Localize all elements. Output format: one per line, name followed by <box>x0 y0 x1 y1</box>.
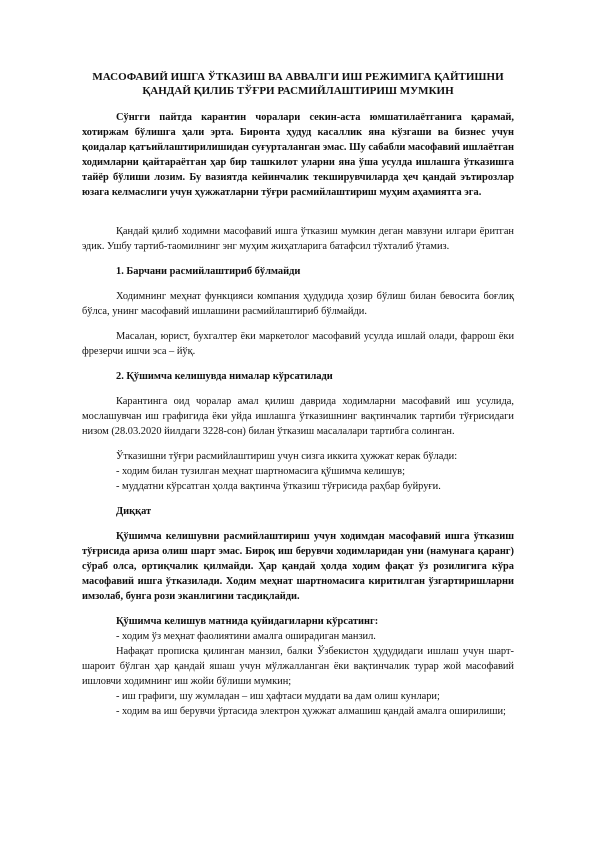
section-2-paragraph-2: Ўтказишни тўғри расмийлаштириш учун сизга иккита ҳужжат керак бўлади: <box>116 451 458 462</box>
document-title <box>82 70 514 98</box>
list-item-continuation: Нафақат прописка қилинган манзил, балки Ўзбекистон ҳудудидаги ишлаш учун шарт-шароит бўлган ҳар қандай яшаш учун мўлжалланган ёки вақтинчалик турар жой масофавий ишловчи ходимнинг иш жойи бўлиши мумкин; <box>82 646 514 687</box>
list-item: - муддатни кўрсатган ҳолда вақтинча ўтказиш тўғрисида раҳбар буйруғи. <box>116 481 441 492</box>
title-line-1: МАСОФАВИЙ ИШГА ЎТКАЗИШ ВА АВВАЛГИ ИШ РЕЖИМИГА ҚАЙТИШНИ <box>92 71 504 83</box>
intro-paragraph: Қандай қилиб ходимни масофавий ишга ўтказиш мумкин деган мавзуни илгари ёритган эдик. Ушбу тартиб-таомилнинг энг муҳим жиҳатларига батафсил тўхталиб ўтамиз. <box>82 226 514 252</box>
section-2-paragraph-1: Карантинга оид чоралар амал қилиш даврида ходимларни масофавий иш усулида, мослашувчан иш графигида ёки уйда ишлашга ўтказишнинг вақтинчалик тартиби тўғрисидаги низом (28.03.2020 йилдаги 3228-сон) билан ўтказиш масалалари тартибга солинган. <box>82 396 514 437</box>
attention-heading: Диққат <box>116 506 152 517</box>
lead-paragraph: Сўнгги пайтда карантин чоралари секин-аста юмшатилаётганига қарамай, хотиржам бўлишга ҳали эрта. Биронта ҳудуд касаллик яна кўзгаши ва бизнес учун қоидалар қатъийлаштирилишидан суғурталанган эмас. Шу сабабли масофавий ишлаётган ходимларни қайтараётган ҳар бир ташкилот уларни яна ўша усулда ишлашга ўтказишга тайёр бўлиши лозим. Бу вазиятда кейинчалик текширувчиларда ҳеч қандай эътирозлар юзага келмаслиги учун ҳужжатларни тўғри расмийлаштириш муҳим аҳамиятга эга. <box>82 112 514 198</box>
section-1-paragraph-2: Масалан, юрист, бухгалтер ёки маркетолог масофавий усулда ишлай олади, фаррош ёки фрезерчи ишчи эса – йўқ. <box>82 331 514 357</box>
section-heading-2: 2. Қўшимча келишувда нималар кўрсатилади <box>116 371 333 382</box>
attention-paragraph: Қўшимча келишувни расмийлаштириш учун ходимдан масофавий ишга ўтказиш тўғрисида ариза олиш шарт эмас. Бироқ иш берувчи ходимларидан уни (намунага қаранг) сўраб олса, ортиқчалик қилмайди. Ҳар қандай ҳолда ходим фақат ўз розилигига кўра масофавий ишга ўтказилади. Ходим меҳнат шартномасига киритилган ўзгартиришларни имзолаб, бунга рози эканлигини тасдиқлайди. <box>82 531 514 602</box>
section-heading-1: 1. Барчани расмийлаштириб бўлмайди <box>116 266 301 277</box>
list-item: - ходим ва иш берувчи ўртасида электрон ҳужжат алмашиш қандай амалга оширилиши; <box>116 706 506 717</box>
agreement-heading: Қўшимча келишув матнида қуйидагиларни кўрсатинг: <box>116 616 379 627</box>
list-item: - ходим ўз меҳнат фаолиятини амалга оширадиган манзил. <box>116 631 376 642</box>
list-item: - иш графиги, шу жумладан – иш ҳафтаси муддати ва дам олиш кунлари; <box>116 691 440 702</box>
section-1-paragraph-1: Ходимнинг меҳнат функцияси компания ҳудудида ҳозир бўлиш билан бевосита боғлиқ бўлса, унинг масофавий ишлашини расмийлаштириб бўлмайди. <box>82 291 514 317</box>
list-item: - ходим билан тузилган меҳнат шартномасига қўшимча келишув; <box>116 466 405 477</box>
title-line-2: ҚАНДАЙ ҚИЛИБ ТЎҒРИ РАСМИЙЛАШТИРИШ МУМКИН <box>142 85 454 97</box>
